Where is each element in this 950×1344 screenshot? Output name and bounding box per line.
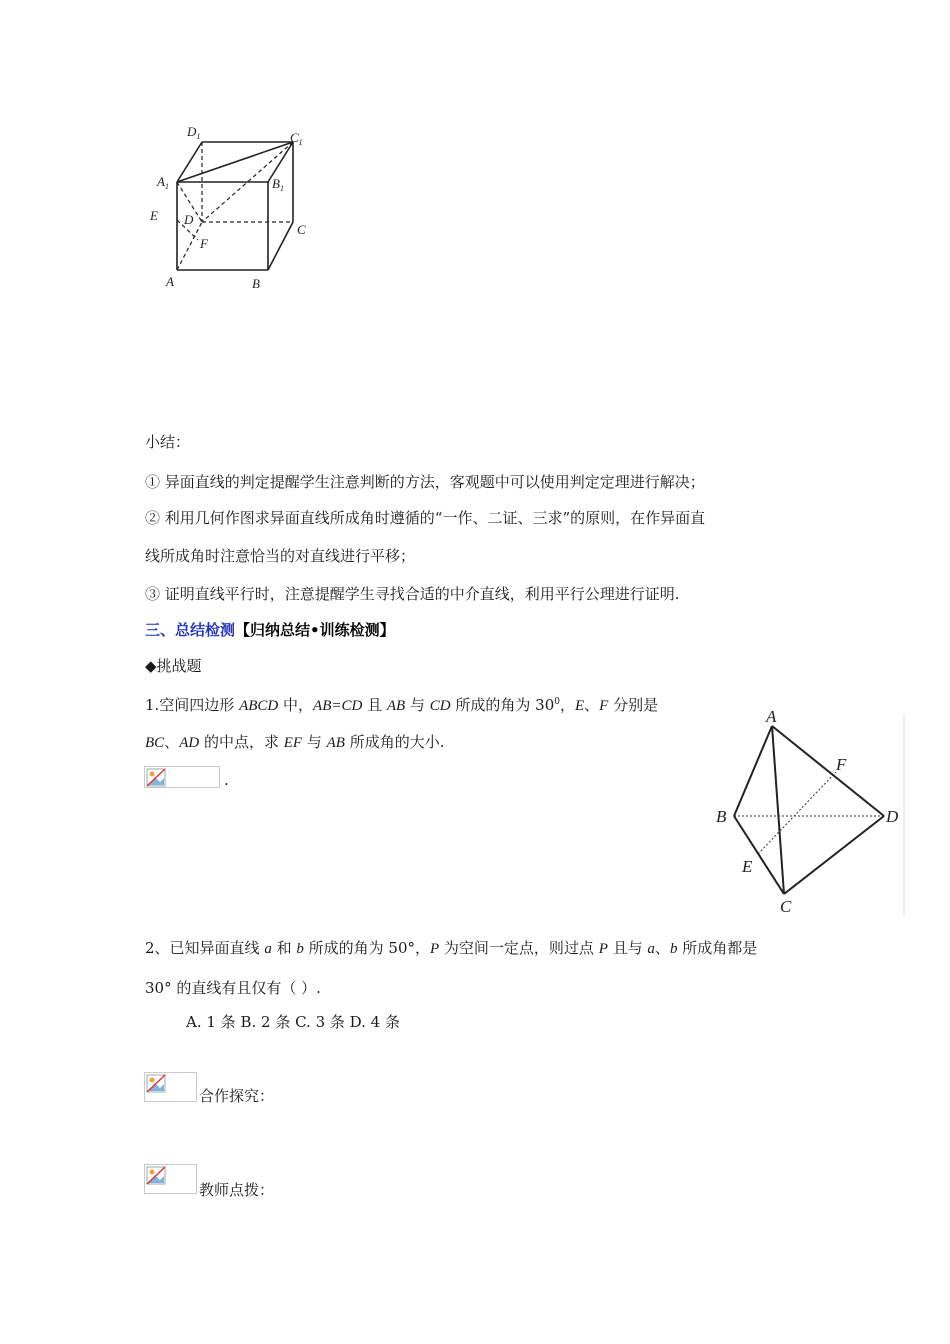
edge-a-c: [772, 726, 784, 894]
label-c: C: [297, 222, 306, 237]
label-d1: $D_1$: [187, 124, 201, 141]
problem-2-line-1: 2、已知异面直线 a 和 b 所成的角为 50°，P 为空间一定点，则过点 P 且与 a、b 所成角都是: [145, 939, 758, 957]
label-b: B: [716, 807, 727, 826]
section-3-bracket: 【归纳总结•训练检测】: [235, 621, 395, 639]
label-a: A: [166, 274, 174, 289]
label-d: D: [184, 212, 194, 227]
edge-a-d: [772, 726, 884, 816]
problem-1-line-2: BC、AD 的中点，求 EF 与 AB 所成角的大小.: [145, 733, 445, 751]
edge-a1-d1: [177, 142, 202, 182]
label-b: B: [252, 276, 260, 291]
label-a: A: [766, 707, 777, 726]
answer-dot: .: [224, 771, 229, 789]
summary-item-2-line-1: ② 利用几何作图求异面直线所成角时遵循的“一作、二证、三求”的原则，在作异面直: [145, 509, 706, 527]
label-b1: $B_1$: [272, 176, 284, 193]
cooperate-label: 合作探究：: [199, 1087, 275, 1105]
label-c1: $C_1$: [290, 130, 303, 147]
label-f: F: [200, 236, 208, 251]
seg-e-f: [758, 772, 836, 854]
edge-b-c: [734, 816, 784, 894]
broken-image-icon: [144, 1164, 197, 1194]
summary-item-2-line-2: 线所成角时注意恰当的对直线进行平移；: [145, 547, 416, 565]
edge-b-c: [268, 222, 293, 270]
edge-c-d: [784, 816, 884, 894]
label-f: F: [836, 755, 847, 774]
label-e: E: [742, 857, 753, 876]
problem-2-line-2: 30° 的直线有且仅有（ ）.: [145, 979, 321, 997]
broken-image-icon: [144, 1072, 197, 1102]
problem-1-line-1: 1.空间四边形 ABCD 中，AB=CD 且 AB 与 CD 所成的角为 $30^0$，E、F 分别是: [145, 696, 659, 714]
label-e: E: [150, 208, 158, 223]
challenge-label: ◆挑战题: [145, 657, 202, 675]
cube-figure: [140, 120, 320, 295]
label-d: D: [886, 807, 899, 826]
summary-item-1: ① 异面直线的判定提醒学生注意判断的方法，客观题中可以使用判定定理进行解决；: [145, 473, 705, 491]
tetrahedron-figure: [712, 706, 908, 920]
broken-image-icon: [144, 766, 220, 788]
problem-2-options: A. 1 条 B. 2 条 C. 3 条 D. 4 条: [186, 1013, 400, 1031]
summary-title: 小结：: [145, 433, 191, 451]
summary-item-3: ③ 证明直线平行时，注意提醒学生寻找合适的中介直线，利用平行公理进行证明.: [145, 585, 680, 603]
teacher-label: 教师点拨：: [199, 1181, 275, 1199]
section-3-heading: [145, 620, 395, 640]
label-a1: $A_1$: [157, 174, 169, 191]
edge-a-d: [177, 222, 202, 270]
edge-a-b: [734, 726, 772, 816]
section-3-title: 三、总结检测: [145, 621, 236, 639]
label-c: C: [780, 897, 792, 916]
